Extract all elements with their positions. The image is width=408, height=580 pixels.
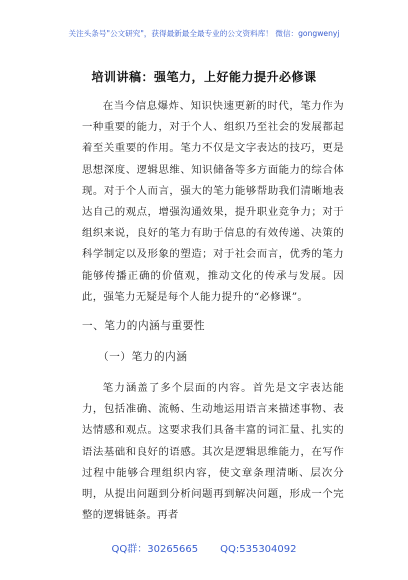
section-heading: 一、笔力的内涵与重要性 bbox=[82, 320, 206, 332]
document-title: 培训讲稿：强笔力，上好能力提升必修课 bbox=[91, 70, 317, 84]
footer-contact bbox=[0, 540, 408, 555]
footer-qq: QQ:535304092 bbox=[220, 544, 297, 555]
subsection-heading: （一）笔力的内涵 bbox=[98, 351, 188, 363]
header-banner: 关注头条号"公文研究"，获得最新最全最专业的公文资料库！ 微信：gongwenyj bbox=[68, 29, 340, 38]
body-paragraph: 笔力涵盖了多个层面的内容。首先是文字表达能力，包括准确、流畅、生动地运用语言来描述事物、表达情感和观点。这要求我们具备丰富的词汇量、扎实的语法基础和良好的语感。其次是逻辑思维能力，在写作过程中能够合理组织内容，使文章条理清晰、层次分明，从提出问题到分析问题再到解决问题，形成一个完整的逻辑链条。再者 bbox=[82, 382, 344, 522]
footer-qq-group: QQ群：30265665 bbox=[111, 544, 199, 555]
intro-paragraph: 在当今信息爆炸、知识快速更新的时代，笔力作为一种重要的能力，对于个人、组织乃至社会的发展都起着至关重要的作用。笔力不仅是文字表达的技巧，更是思想深度、逻辑思维、知识储备等多方面能力的综合体现。对于个人而言，强大的笔力能够帮助我们清晰地表达自己的观点，增强沟通效果，提升职业竞争力；对于组织来说，良好的笔力有助于信息的有效传递、决策的科学制定以及形象的塑造；对于社会而言，优秀的笔力能够传播正确的价值观，推动文化的传承与发展。因此，强笔力无疑是每个人能力提升的“必修课”。 bbox=[82, 100, 344, 303]
